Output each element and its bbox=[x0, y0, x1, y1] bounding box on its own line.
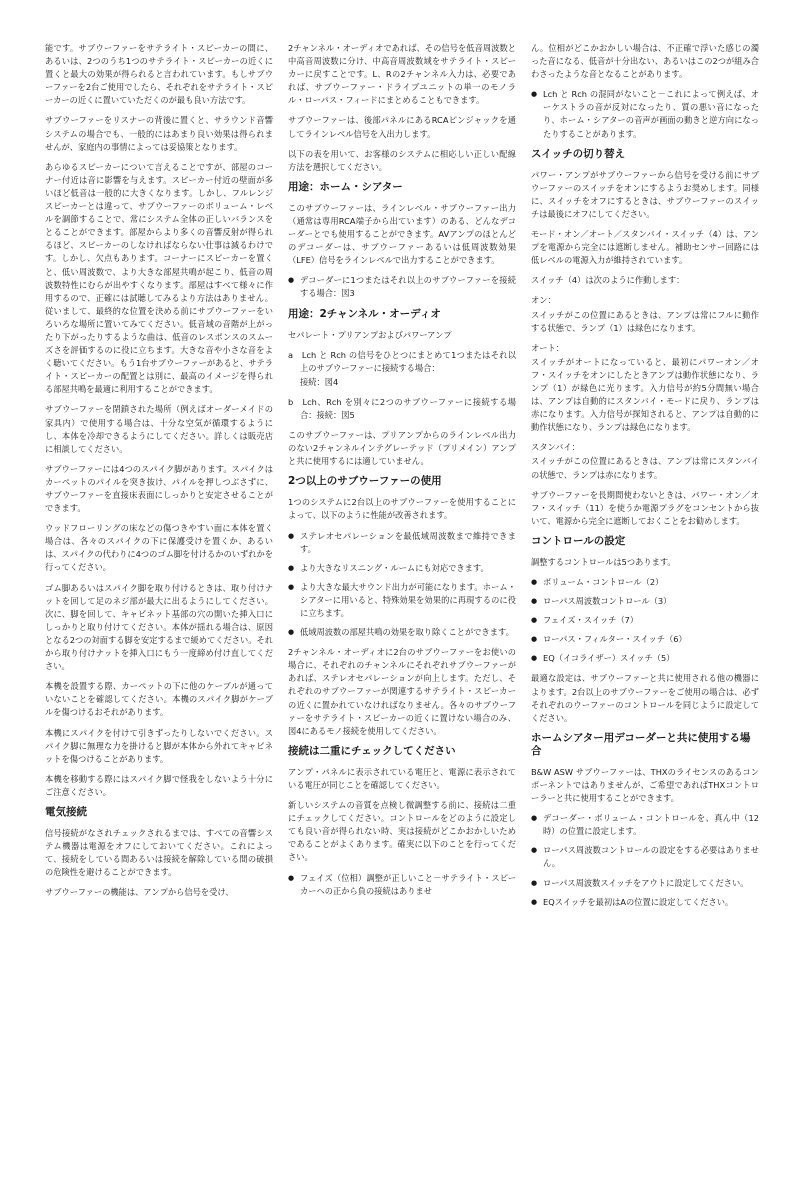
paragraph: このサブウーファーは、ラインレベル・サブウーファー出力（通常は専用RCA端子から出ています）のある、どんなデコーダーとでも使用することができます。AVアンプのほとんどのデコーダーは、サブウーファーあるいは低周波数効果（LFE）信号をラインレベルで出力することができます。 bbox=[288, 202, 516, 266]
paragraph: 本機を設置する際、カーペットの下に他のケーブルが通っていないことを確認してください。本機のスパイク脚がケーブルを傷つけるおそれがあります。 bbox=[45, 681, 273, 718]
heading-home-theater: 用途：ホーム・シアター bbox=[288, 180, 403, 193]
paragraph: このサブウーファーは、プリアンプからのラインレベル出力のない2チャンネルインテグレーテッド（プリメイン）アンプと共に使用するには適していません。 bbox=[288, 430, 516, 467]
list-item: ● より大きなリスニング・ルームにも対応できます。 bbox=[288, 562, 516, 575]
paragraph: サブウーファーには4つのスパイク脚があります。スパイクはカーペットのパイルを突き抜け、パイルを押しつぶさずに、サブウーファーを直接床表面にしっかりと安定させることができます。 bbox=[45, 463, 273, 514]
list-item: ● フェイズ・スイッチ（7） bbox=[531, 614, 759, 627]
list-item: ● フェイズ（位相）調整が正しいこと－サテライト・スピーカーへの正から負の接続はありませ bbox=[288, 872, 516, 898]
paragraph: サブウーファーを閉鎖された場所（例えばオーダーメイドの家具内）で使用する場合は、十分な空気が循環するようにし、本体を冷却できるようにしてください。詳しくは販売店に相談してください。 bbox=[45, 404, 273, 454]
list-item: ● ローパス周波数コントロールの設定をする必要はありません。 bbox=[531, 844, 759, 870]
paragraph: スイッチ（4）は次のように作動します： bbox=[531, 275, 685, 286]
paragraph: サブウーファーは、後部パネルにあるRCAピンジャックを通してラインレベル信号を入出力します。 bbox=[288, 115, 516, 139]
bullet-list bbox=[531, 88, 759, 140]
heading-electrical-connection: 電気接続 bbox=[45, 805, 87, 818]
mode-auto-title: オート： bbox=[531, 342, 564, 353]
paragraph: 本機にスパイクを付けて引きずったりしないでください。スパイク脚に無理な力を掛けると脚が本体から外れてキャビネットを傷つけることがあります。 bbox=[45, 727, 273, 764]
paragraph: 調整するコントロールは5つあります。 bbox=[531, 556, 676, 567]
option-a-connection: 接続：図4 bbox=[300, 376, 339, 387]
paragraph: ん。位相がどこかおかしい場合は、不正確で浮いた感じの濁った音になる、低音が十分出ない、あるいはこの2つが組み合わさったような音となることがあります。 bbox=[531, 43, 759, 80]
paragraph: 信号接続がなされチェックされるまでは、すべての音響システム機器は電源をオフにしておいてください。これによって、接続をしている間あるいは接続を解除している間の破損の危険性を避けることができます。 bbox=[45, 827, 273, 878]
paragraph: アンプ・パネルに表示されている電圧と、電源に表示されている電圧が同じことを確認してください。 bbox=[288, 766, 516, 790]
heading-control-settings: コントロールの設定 bbox=[531, 534, 626, 547]
mode-on-description: スイッチがこの位置にあるときは、アンプは常にフルに動作する状態で、ランプ（1）は緑色になります。 bbox=[531, 309, 759, 333]
mode-on-title: オン： bbox=[531, 295, 556, 306]
bullet-list bbox=[531, 576, 759, 665]
option-a: a Lch と Rch の信号をひとつにまとめて1つまたはそれ以上のサブウーファーに接続する場合： bbox=[288, 349, 516, 373]
column-1 bbox=[45, 42, 273, 1162]
manual-page bbox=[45, 42, 760, 1162]
mode-standby-description: スイッチがこの位置にあるときは、アンプは常にスタンバイの状態で、ランプは赤になります。 bbox=[531, 456, 759, 480]
paragraph: 2チャンネル・オーディオであれば、その信号を低音周波数と中高音周波数に分け、中高音周波数域をサテライト・スピーカーに戻すことです。L、Rの2チャンネル入力は、必要であれば、サブウーファー・ドライブユニットの単一のモノラル・ローパス・フィードにまとめることもできます。 bbox=[288, 43, 516, 106]
paragraph: ウッドフローリングの床などの傷つきやすい面に本体を置く場合は、各々のスパイクの下に保護受けを置くか、あるいは、スパイクの代わりに4つのゴム脚を付けるかのいずれかを行ってください。 bbox=[45, 523, 273, 573]
paragraph: 能です。サブウーファーをサテライト・スピーカーの間に、あるいは、2つのうち1つのサテライト・スピーカーの近くに置くと最大の効果が得られると言われています。もしサブウーファーを2台ご使用でしたら、それぞれをサテライト・スピーカーの近くに置いていただくのが最も良い方法です。 bbox=[45, 43, 273, 106]
paragraph: パワー・アンプがサブウーファーから信号を受ける前にサブウーファーのスイッチをオンにするようお奨めします。同様に、スイッチをオフにするときは、サブウーファーのスイッチは最後にオフにしてください。 bbox=[531, 169, 759, 219]
list-item: ● デコーダー・ボリューム・コントロールを、真ん中（12時）の位置に設定します。 bbox=[531, 812, 759, 838]
paragraph: 本機を移動する際にはスパイク脚で怪我をしないよう十分にご注意ください。 bbox=[45, 773, 273, 797]
mode-auto-description: スイッチがオートになっていると、最初にパワーオン／オフ・スイッチをオンにしたときアンプは動作状態になり、ランプ（1）が緑色に光ります。入力信号が約5分間無い場合は、アンプは自動的にスタンバイ・モードに戻り、ランプは赤になります。入力信号が探知されると、アンプは自動的に動作状態になり、ランプは緑色になります。 bbox=[531, 356, 759, 433]
paragraph: 新しいシステムの音質を点検し微調整する前に、接続は二重にチェックしてください。コントロールをどのように設定しても良い音が得られない時、実は接続がどこかおかしいためであることがよくあります。確実に以下のことを行ってください。 bbox=[288, 800, 516, 863]
heading-2ch-audio: 用途：2チャンネル・オーディオ bbox=[288, 307, 441, 320]
option-b: b Lch、Rch を別々に2つのサブウーファーに接続する場合：接続：図5 bbox=[288, 396, 516, 420]
paragraph: B&W ASW サブウーファーは、THXのライセンスのあるコンポーネントではありませんが、ご希望であればTHXコントローラーと共に使用することができます。 bbox=[531, 766, 759, 804]
paragraph: ゴム脚あるいはスパイク脚を取り付けるときは、取り付けナットを回して足のネジ部が最大に出るようにしてください。次に、脚を回して、キャビネット基部の穴の開いた挿入口にしっかりと取り付けてください。本体が揺れる場合は、原因となる2つの対面する脚を安定するまで緩めてください。それから取り付けナットを挿入口にもう一度締め付け直してください。 bbox=[45, 582, 273, 672]
bullet-list bbox=[531, 812, 759, 909]
list-item: ● 低域周波数の部屋共鳴の効果を取り除くことができます。 bbox=[288, 626, 516, 639]
heading-switching: スイッチの切り替え bbox=[531, 147, 626, 160]
list-item: ● Lch と Rch の混同がないこと－これによって例えば、オーケストラの音が反対になったり、質の悪い音になったり、ホーム・シアターの音声が画面の動きと逆方向になったりすることがあります。 bbox=[531, 88, 759, 140]
bullet-list bbox=[288, 274, 516, 300]
list-item: ● デコーダーに1つまたはそれ以上のサブウーファーを接続する場合：図3 bbox=[288, 274, 516, 300]
paragraph: セパレート・プリアンプおよびパワーアンプ bbox=[288, 329, 452, 340]
paragraph: サブウーファーを長期間使わないときは、パワー・オン／オフ・スイッチ（11）を使うか電源プラグをコンセントから抜いて、電源から完全に遮断しておくことをお勧めします。 bbox=[531, 489, 759, 526]
list-item: ● ローパス周波数スイッチをアウトに設定してください。 bbox=[531, 877, 759, 890]
list-item: ● ローパス周波数コントロール（3） bbox=[531, 595, 759, 608]
bullet-list bbox=[288, 872, 516, 898]
list-item: ● EQ（イコライザー）スイッチ（5） bbox=[531, 652, 759, 665]
column-2 bbox=[288, 42, 516, 1162]
paragraph: サブウーファーをリスナーの背後に置くと、サラウンド音響システムの場合でも、一般的にはあまり良い効果は得られませんが、家庭内の事情によっては妥協策となります。 bbox=[45, 115, 273, 152]
list-item: ● ボリューム・コントロール（2） bbox=[531, 576, 759, 589]
paragraph: 2チャンネル・オーディオに2台のサブウーファーをお使いの場合に、それぞれのチャンネルにそれぞれサブウーファーがあれば、ステレオセパレーションが向上します。ただし、それぞれのサブウーファーが関連するサテライト・スピーカーの近くに置かれていなければなりません。各々のサブウーファーをサテライト・スピーカーの近くに置けない場合のみ、図4にあるモノ接続を使用してください。 bbox=[288, 647, 516, 736]
list-item: ● ステレオセパレーションを最低域周波数まで維持できます。 bbox=[288, 530, 516, 556]
mode-standby-title: スタンバイ： bbox=[531, 442, 580, 453]
paragraph: あらゆるスピーカーについて言えることですが、部屋のコーナー付近は音に影響を与えます。スピーカー付近の壁面が多いほど低音は一般的に大きくなります。しかし、フルレンジスピーカーとは違って、サブウーファーのボリューム・レベルを調節することで、常にシステム全体の正しいバランスをとることができます。部屋からより多くの音響反射が得られるほど、スピーカーのしなければならない仕事は減るわけです。しかし、欠点もあります。コーナーにスピーカーを置くと、低い周波数で、より大きな部屋共鳴が起こり、低音の周波数特性にむらが出やすくなります。部屋はすべて様々に作用するので、正確には試聴してみるより方法はありません。従いまして、最終的な位置を決める前にサブウーファーをいろいろな場所に置いてみてください。低音域の音階が上がったり下がったりするような曲は、低音のレスポンスのスムーズさを評価するのに役に立ちます。大きな音や小さな音をよく聴いてください。もう1台サブウーファーがあると、サテライト・スピーカーの配置とは別に、最高のイメージを得られる部屋共鳴を最適に利用することができます。 bbox=[45, 161, 273, 395]
paragraph: モード・オン／オート／スタンバイ・スイッチ（4）は、アンプを電源から完全には遮断しません。補助センサー回路には低レベルの電源入力が維持されています。 bbox=[531, 229, 759, 266]
column-3 bbox=[531, 42, 759, 1162]
heading-home-theater-decoder: ホームシアター用デコーダーと共に使用する場合 bbox=[531, 731, 751, 757]
heading-double-check: 接続は二重にチェックしてください bbox=[288, 744, 456, 757]
bullet-list bbox=[288, 530, 516, 640]
paragraph: 1つのシステムに2台以上のサブウーファーを使用することによって、以下のように性能が改善されます。 bbox=[288, 497, 516, 521]
list-item: ● EQスイッチを最初はAの位置に設定してください。 bbox=[531, 896, 759, 909]
list-item: ● ローパス・フィルター・スイッチ（6） bbox=[531, 633, 759, 646]
paragraph: 以下の表を用いて、お客様のシステムに相応しい正しい配線方法を選択してください。 bbox=[288, 148, 516, 172]
list-item: ● より大きな最大サウンド出力が可能になります。ホーム・シアターに用いると、特殊効果を効果的に再現するのに役に立ちます。 bbox=[288, 581, 516, 620]
heading-multiple-subwoofers: 2つ以上のサブウーファーの使用 bbox=[288, 475, 442, 488]
paragraph: サブウーファーの機能は、アンプから信号を受け、 bbox=[45, 887, 234, 898]
paragraph: 最適な設定は、サブウーファーと共に使用される他の機器によります。2台以上のサブウーファーをご使用の場合は、必ずそれぞれのウーファーのコントロールを同じように設定してください。 bbox=[531, 673, 759, 723]
